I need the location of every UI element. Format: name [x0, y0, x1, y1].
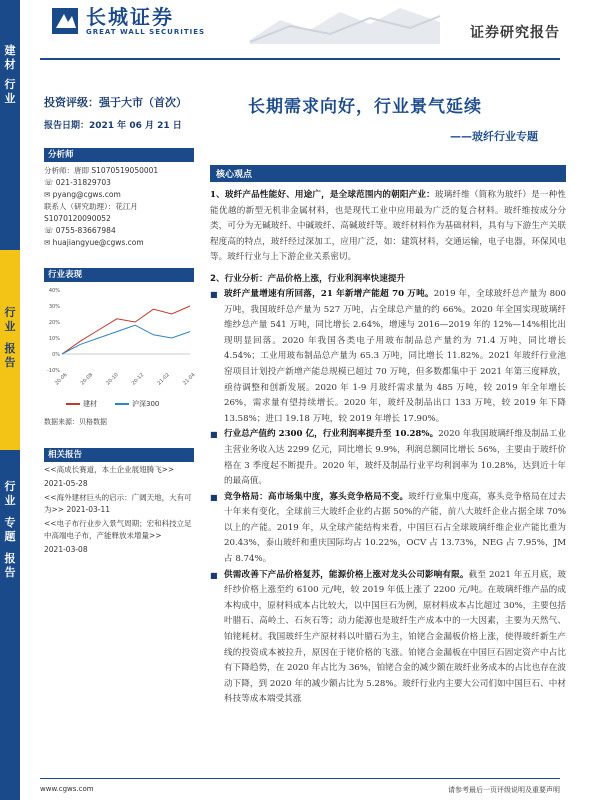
- contact-phone: ☏ 0755-83667984: [44, 226, 116, 235]
- y-tick-label: 10%: [48, 336, 60, 342]
- legend-item-csi300: 沪深300: [115, 398, 159, 410]
- series-line-0: [62, 306, 190, 354]
- related-report-date: 2021-03-08: [44, 545, 88, 554]
- bullet-competition: ■ 竞争格局：高市场集中度，寡头竞争格局不变。玻纤行业集中度高，寡头竞争格局在过去十年来有变化，全球前三大玻纤企业约占据 50%的产能，前八大玻纤企业占据全球 70%以上的产能。2019 年，从全球产能结构来看，中国巨石占全球玻璃纤维企业产能比重为 20.43%，泰山玻纤和重庆国际均占 10.22%，OCV 占 13.73%，NEG 占 7.95%，JM 占 8.74%。: [210, 490, 566, 568]
- analyst-line: 分析师：唐即 S1070519050001: [44, 166, 159, 175]
- report-subtitle: ——玻纤行业专题: [450, 130, 538, 143]
- x-tick-label: 21-04: [182, 372, 197, 387]
- y-tick-label: 40%: [48, 288, 60, 294]
- footer-website[interactable]: www.cgws.com: [40, 785, 94, 793]
- x-tick-label: 20-08: [79, 372, 95, 387]
- footer: [40, 778, 560, 800]
- related-report-date: 2021-05-28: [44, 479, 88, 488]
- x-tick-label: 20-06: [54, 372, 69, 387]
- contact-email[interactable]: ✉ huajiangyue@cgws.com: [44, 238, 144, 247]
- core-view-heading: 核心观点: [210, 165, 566, 182]
- x-tick-label: 20-10: [105, 372, 120, 387]
- contact-id: S1070120090052: [44, 214, 111, 223]
- related-report-link[interactable]: <<电子布行业步入景气周期；宏和科技立足中高端电子布，产能释放未增量>>: [44, 519, 192, 540]
- report-date: 报告日期：2021 年 06 月 21 日: [44, 121, 182, 131]
- analyst-section: [44, 148, 194, 249]
- related-report-link[interactable]: <<海外建材巨头的启示：广阔天地，大有可为>> 2021-03-11: [44, 493, 192, 514]
- company-logo: [50, 6, 205, 36]
- sidebar-bot: 行 业 专 题 报 告: [0, 450, 20, 800]
- header-divider: [40, 58, 560, 60]
- analyst-email[interactable]: ✉ pyang@cgws.com: [44, 190, 121, 199]
- logo-chinese: 长城证券: [86, 5, 174, 29]
- contact-line: 联系人（研究助理）：花江月: [44, 202, 138, 211]
- analyst-heading: 分析师: [44, 148, 194, 162]
- analyst-phone: ☏ 021-31829703: [44, 178, 111, 187]
- y-tick-label: 20%: [48, 320, 60, 326]
- y-tick-label: 0%: [52, 352, 60, 358]
- y-tick-label: 30%: [48, 304, 60, 310]
- main-content: [210, 165, 566, 708]
- related-heading: 相关报告: [44, 448, 194, 462]
- logo-english: GREAT WALL SECURITIES: [86, 28, 206, 36]
- legend-item-building: 建材: [66, 398, 97, 410]
- footer-note: 请参考最后一页评级说明及重要声明: [448, 786, 560, 794]
- report-title: 长期需求向好，行业景气延续: [248, 97, 482, 117]
- bullet-price: ■ 供需改善下产品价格复苏，能源价格上涨对龙头公司影响有限。截至 2021 年五月底，玻纤纱价格上涨至约 6100 元/吨，较 2019 年低上涨了 2200 元/吨。在玻璃纤维产品的成本构成中，原材料成本占比较大，以中国巨石为例，原材料成本占比超过 30%，主要包括叶腊石、高岭土、石灰石等；动力能源也是玻纤生产成本中的一大因素，主要为天然气、铂铑耗材。我国玻纤生产原材料以叶腊石为主，铂铑合金漏板价格上涨，使得玻纤新生产线的投资成本被拉升，原因在于铑价格的飞涨。铂铑合金漏板在中国巨石固定资产中占比有下降趋势，在 2020 年占比为 36%，铂铑合金的减少额在玻纤业务成本的占比也存在波动下降，到 2020 年的减少额占比为 5.28%。玻纤行业内主要大公司们如中国巨石、中材科技等成本端受其涨: [210, 568, 566, 708]
- x-tick-label: 20-12: [130, 372, 146, 387]
- point-1: 1、玻纤产品性能好、用途广，是全球范围内的朝阳产业：玻璃纤维（简称为玻纤）是一种性能优越的新型无机非金属材料，也是现代工业中应用最为广泛的复合材料。玻纤维按成分分类，可分为无碱玻纤、中碱玻纤、高碱玻纤等。玻纤材料作为基础材料，具有与下游生产关联程度高的特点，玻纤经过深加工，应用广泛，如：建筑材料，交通运输，电子电器，环保风电等。玻纤行业与上下游企业关系密切。: [210, 190, 566, 263]
- bullet-output-value: ■ 行业总产值约 2300 亿，行业利润率提升至 10.28%。2020 年我国玻璃纤维及制品工业主营业务收入达 2299 亿元，同比增长 9.9%，利润总额同比增长 56%，主要由于玻纤价格在 3 季度起不断提升。2020 年，玻纤及制品行业平均利润率为 10.28%，达到近十年的最高值。: [210, 427, 566, 489]
- bullet-capacity: ■ 玻纤产量增速有所回落，21 年新增产能超 70 万吨。2019 年，全球玻纤总产量为 800 万吨，我国玻纤总产量为 527 万吨，占全球总产量的约 66%。2020 年全国实现玻璃纤维纱总产量 541 万吨，同比增长 2.64%，增速与 2016—2019 年的 12%—14%相比出现明显回落。2020 年我国各类电子用玻布制品总产量约为 71.4 万吨，同比增长 4.54%；工业用玻布制品总产量为 65.3 万吨，同比增长 11.82%。2021 年玻纤行业池窑项目计划投产新增产能总规模已超过 70 万吨，但多数都集中于 2021 年第三度释放，亟待调整和创新发展。2020 年 1-9 月玻纤需求量为 485 万吨，较 2019 年全年增长 26%，需求量有望持续增长。2020 年，玻纤及制品出口 133 万吨，较 2019 年下降 13.58%；进口 19.18 万吨，较 2019 年增长 17.90%。: [210, 287, 566, 427]
- related-reports-section: [44, 448, 194, 556]
- performance-chart: [44, 282, 197, 394]
- investment-rating: 投资评级：强于大市（首次）: [44, 96, 187, 109]
- sidebar-top: 建 材 行 业: [0, 0, 20, 250]
- section-2-heading: 2、行业分析：产品价格上涨，行业利润率快速提升: [210, 273, 406, 284]
- related-report-link[interactable]: <<高成长赛道，本土企业展翅腾飞>>: [44, 465, 175, 474]
- y-tick-label: -10%: [47, 368, 60, 374]
- great-wall-image-icon: [250, 0, 440, 44]
- x-tick-label: 21-02: [156, 372, 171, 387]
- sidebar-mid: 行 业 报 告: [0, 250, 20, 450]
- chart-source: 数据来源：贝格数据: [44, 418, 107, 426]
- chart-heading: 行业表现: [44, 268, 194, 282]
- industry-performance-section: [44, 268, 197, 428]
- report-type: 证券研究报告: [470, 25, 560, 41]
- logo-mark-icon: [50, 6, 80, 36]
- series-line-1: [62, 325, 190, 354]
